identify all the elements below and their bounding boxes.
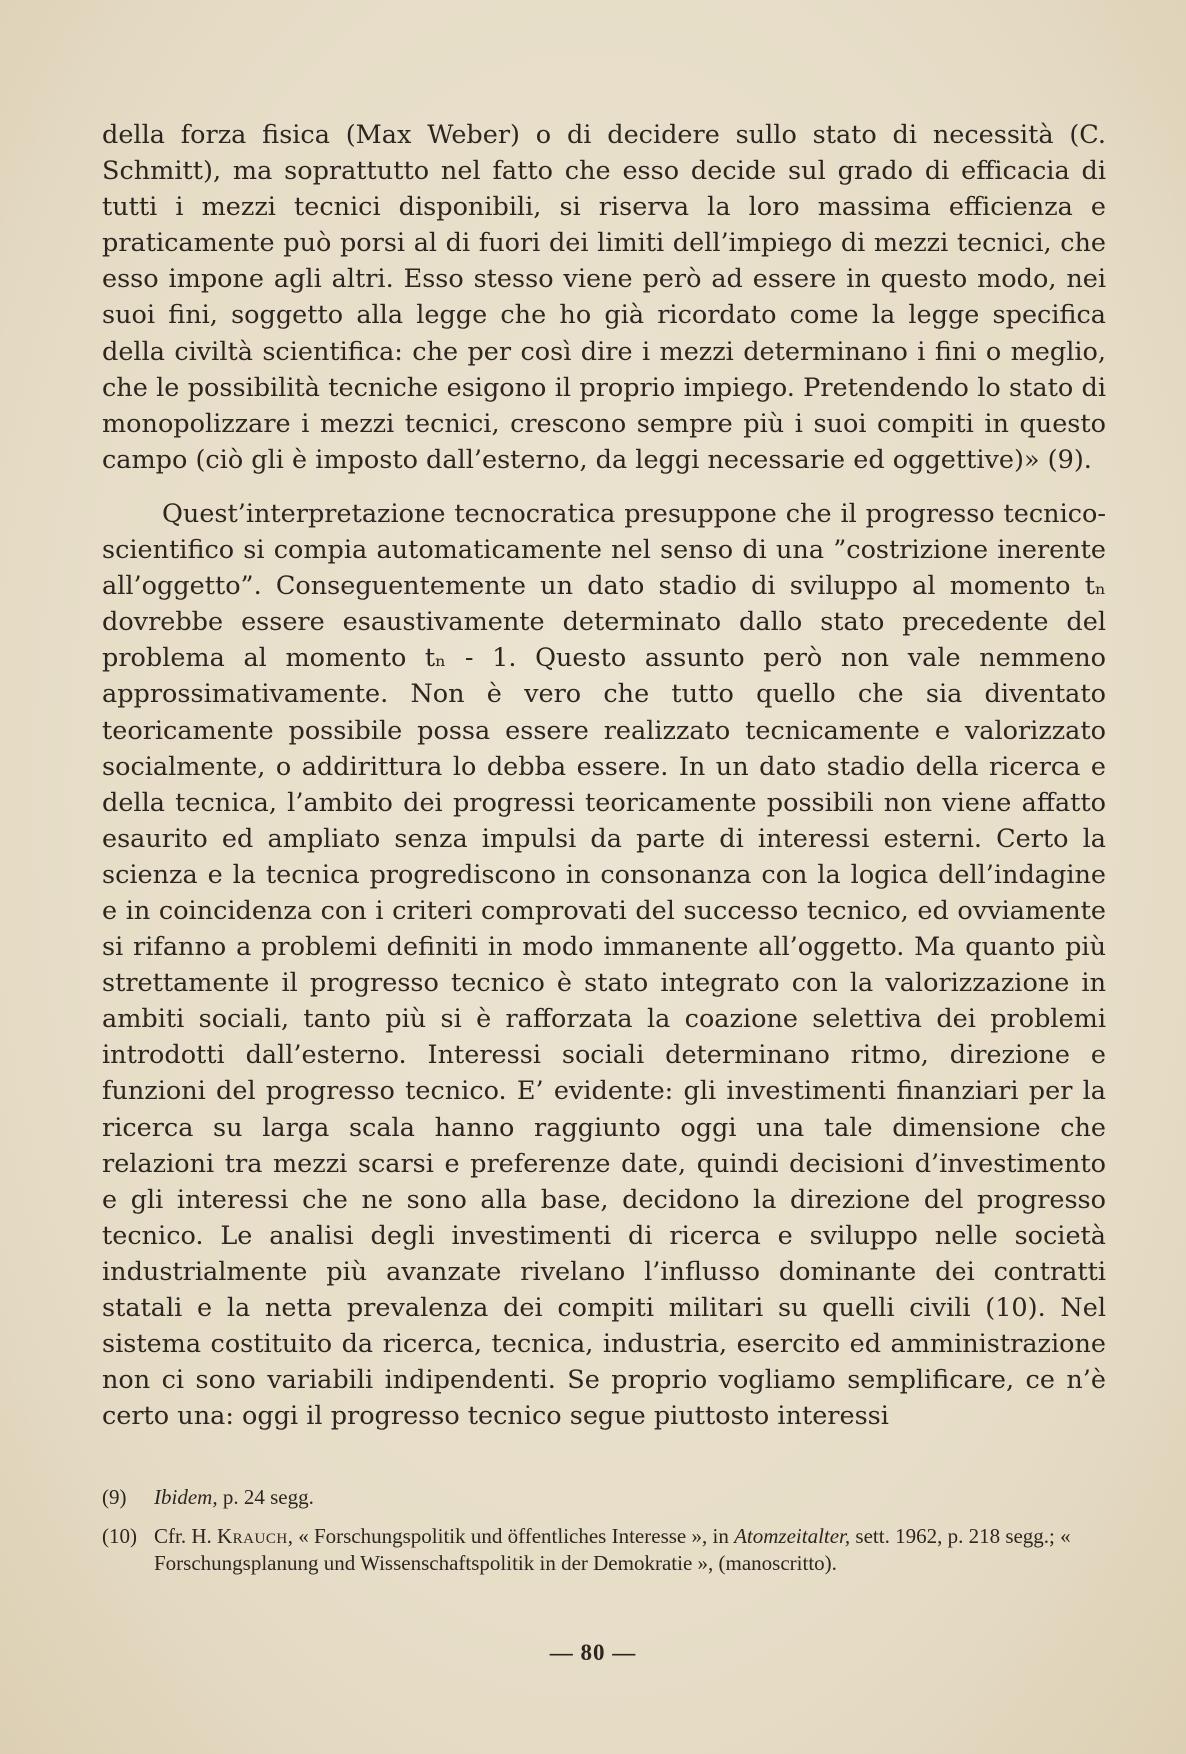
- footnote-italic: Ibidem,: [154, 1485, 218, 1509]
- main-text: [102, 117, 1106, 1434]
- paragraph-1: della forza fisica (Max Weber) o di decidere sullo stato di necessità (C. Schmitt), ma soprattutto nel fatto che esso decide sul grado di efficacia di tutti i mezzi tecnici disponibili, si riserva la loro massima efficienza e praticamente può porsi al di fuori dei limiti dell’impiego di mezzi tecnici, che esso impone agli altri. Esso stesso viene però ad essere in questo modo, nei suoi fini, soggetto alla legge che ho già ricordato come la legge specifica della civiltà scientifica: che per così dire i mezzi determinano i fini o meglio, che le possibilità tecniche esigono il proprio impiego. Pretendendo lo stato di monopolizzare i mezzi tecnici, crescono sempre più i suoi compiti in questo campo (ciò gli è imposto dall’esterno, da leggi necessarie ed oggettive)» (9).: [102, 120, 1106, 475]
- footnote-number: (10): [102, 1524, 137, 1548]
- footnote-10: [102, 1523, 1106, 1577]
- footnote-number: (9): [102, 1485, 127, 1509]
- footnote-9: [102, 1484, 1106, 1511]
- footnote-prefix: Cfr. H.: [154, 1524, 217, 1548]
- page-number: — 80 —: [549, 1640, 637, 1665]
- paragraph-2: Quest’interpretazione tecnocratica presuppone che il progresso tecnico-scientifico si compia automaticamente nel senso di una ”costrizione inerente all’oggetto”. Conseguentemente un dato stadio di sviluppo al momento tₙ dovrebbe essere esaustivamente determinato dallo stato precedente del problema al momento tₙ - 1. Questo assunto però non vale nemmeno approssimativamente. Non è vero che tutto quello che sia diventato teoricamente possibile possa essere realizzato tecnicamente e valorizzato socialmente, o addirittura lo debba essere. In un dato stadio della ricerca e della tecnica, l’ambito dei progressi teoricamente possibili non viene affatto esaurito ed ampliato senza impulsi da parte di interessi esterni. Certo la scienza e la tecnica progrediscono in consonanza con la logica dell’indagine e in coincidenza con i criteri comprovati del successo tecnico, ed ovviamente si rifanno a problemi definiti in modo immanente all’oggetto. Ma quanto più strettamente il progresso tecnico è stato integrato con la valorizzazione in ambiti sociali, tanto più si è rafforzata la coazione selettiva dei problemi introdotti dall’esterno. Interessi sociali determinano ritmo, direzione e funzioni del progresso tecnico. E’ evidente: gli investimenti finanziari per la ricerca su larga scala hanno raggiunto oggi una tale dimensione che relazioni tra mezzi scarsi e preferenze date, quindi decisioni d’investimento e gli interessi che ne sono alla base, decidono la direzione del progresso tecnico. Le analisi degli investimenti di ricerca e sviluppo nelle società industrialmente più avanzate rivelano l’influsso dominante dei contratti statali e la netta prevalenza dei compiti militari su quelli civili (10). Nel sistema costituito da ricerca, tecnica, industria, esercito ed amministrazione non ci sono variabili indipendenti. Se proprio vogliamo semplificare, ce n’è certo una: oggi il progresso tecnico segue piuttosto interessi: [102, 498, 1106, 1432]
- footnote-author: Krauch: [217, 1524, 288, 1548]
- footnote-body: p. 24 segg.: [217, 1485, 314, 1509]
- footnote-italic: Atomzeitalter,: [734, 1524, 851, 1548]
- footnotes: [102, 1484, 1106, 1589]
- footnote-body-1: , « Forschungspolitik und öffentliches Interesse », in: [287, 1524, 735, 1548]
- footnote-text: [154, 1523, 1106, 1577]
- footnote-text: [154, 1484, 1106, 1511]
- footnote-body-2: sett. 1962, p. 218 segg.; « Forschungsplanung und Wissenschaftspolitik in der Demokratie », (manoscritto).: [154, 1524, 1071, 1575]
